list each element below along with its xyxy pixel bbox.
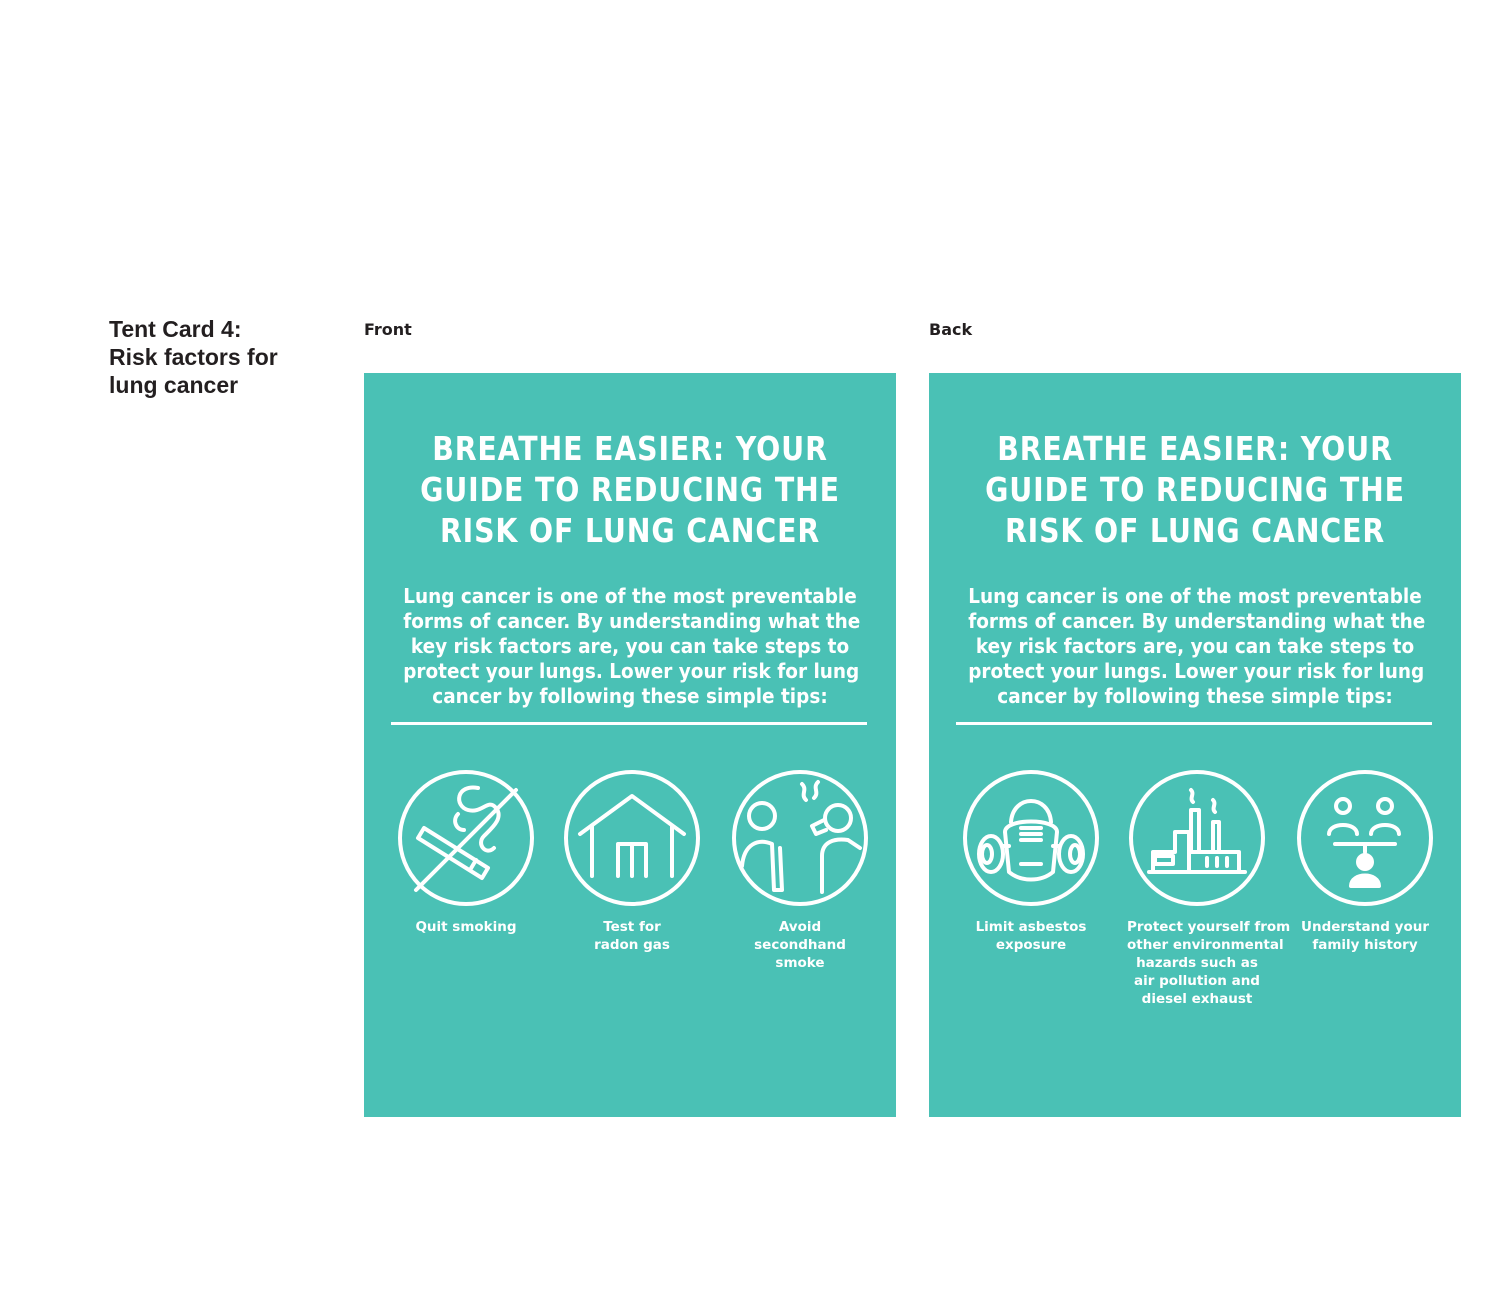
card-body-line: key risk factors are, you can take steps to bbox=[410, 634, 850, 658]
card-heading bbox=[418, 428, 841, 551]
back-label: Back bbox=[929, 320, 973, 339]
card-divider bbox=[391, 722, 867, 725]
tip-label-line: air pollution and bbox=[1134, 973, 1260, 989]
tip-label bbox=[961, 918, 1101, 954]
tip-label-line: hazards such as bbox=[1136, 955, 1258, 971]
card-body-text bbox=[403, 584, 861, 709]
section-title-line: Tent Card 4: bbox=[109, 316, 242, 342]
tip-label-line: Quit smoking bbox=[415, 919, 517, 935]
card-divider bbox=[956, 722, 1432, 725]
respirator-mask-icon bbox=[961, 768, 1101, 908]
card-body-line: Lung cancer is one of the most preventable bbox=[403, 584, 857, 608]
tip-environmental-hazards bbox=[1127, 768, 1291, 1008]
tip-quit-smoking bbox=[396, 768, 536, 936]
no-smoking-icon bbox=[396, 768, 536, 908]
section-title bbox=[109, 315, 278, 399]
tip-label-line: family history bbox=[1312, 937, 1418, 953]
card-body-line: Lung cancer is one of the most preventable bbox=[968, 584, 1422, 608]
secondhand-smoke-icon bbox=[730, 768, 870, 908]
card-heading-line: RISK OF LUNG CANCER bbox=[439, 511, 821, 550]
tip-label-line: exposure bbox=[995, 937, 1067, 953]
card-heading bbox=[983, 428, 1406, 551]
tip-label-line: radon gas bbox=[594, 937, 670, 953]
card-body-line: forms of cancer. By understanding what the bbox=[968, 609, 1426, 633]
card-body-line: protect your lungs. Lower your risk for lung bbox=[968, 659, 1425, 683]
tip-label-line: Avoid bbox=[778, 919, 822, 935]
tip-label-line: Limit asbestos bbox=[975, 919, 1087, 935]
tip-label-line: diesel exhaust bbox=[1141, 991, 1253, 1007]
card-body-text bbox=[968, 584, 1426, 709]
house-icon bbox=[562, 768, 702, 908]
card-heading-line: BREATHE EASIER: YOUR bbox=[997, 429, 1393, 468]
tip-label bbox=[730, 918, 870, 972]
tip-label-line: other environmental bbox=[1127, 937, 1284, 953]
tip-label-line: smoke bbox=[775, 955, 825, 971]
tip-label-line: Protect yourself from bbox=[1127, 919, 1291, 935]
card-heading-line: RISK OF LUNG CANCER bbox=[1004, 511, 1386, 550]
card-body-line: key risk factors are, you can take steps to bbox=[975, 634, 1415, 658]
tip-family-history bbox=[1295, 768, 1435, 954]
family-tree-icon bbox=[1295, 768, 1435, 908]
card-heading-line: BREATHE EASIER: YOUR bbox=[432, 429, 828, 468]
section-title-line: lung cancer bbox=[109, 372, 239, 398]
tip-label bbox=[1127, 918, 1291, 1008]
front-card bbox=[364, 373, 896, 1117]
tip-label bbox=[1295, 918, 1435, 954]
card-body-line: cancer by following these simple tips: bbox=[432, 684, 828, 708]
tip-label-line: secondhand bbox=[754, 937, 846, 953]
tip-label bbox=[562, 918, 702, 954]
factory-icon bbox=[1127, 768, 1267, 908]
back-card bbox=[929, 373, 1461, 1117]
tip-label-line: Understand your bbox=[1301, 919, 1429, 935]
section-title-line: Risk factors for bbox=[109, 344, 278, 370]
tip-secondhand-smoke bbox=[730, 768, 870, 972]
front-label: Front bbox=[364, 320, 412, 339]
tip-label bbox=[396, 918, 536, 936]
tip-radon bbox=[562, 768, 702, 954]
card-heading-line: GUIDE TO REDUCING THE bbox=[420, 470, 840, 509]
card-body-line: forms of cancer. By understanding what the bbox=[403, 609, 861, 633]
card-body-line: cancer by following these simple tips: bbox=[997, 684, 1393, 708]
card-body-line: protect your lungs. Lower your risk for lung bbox=[403, 659, 860, 683]
tip-label-line: Test for bbox=[603, 919, 661, 935]
tip-asbestos bbox=[961, 768, 1101, 954]
card-heading-line: GUIDE TO REDUCING THE bbox=[985, 470, 1405, 509]
